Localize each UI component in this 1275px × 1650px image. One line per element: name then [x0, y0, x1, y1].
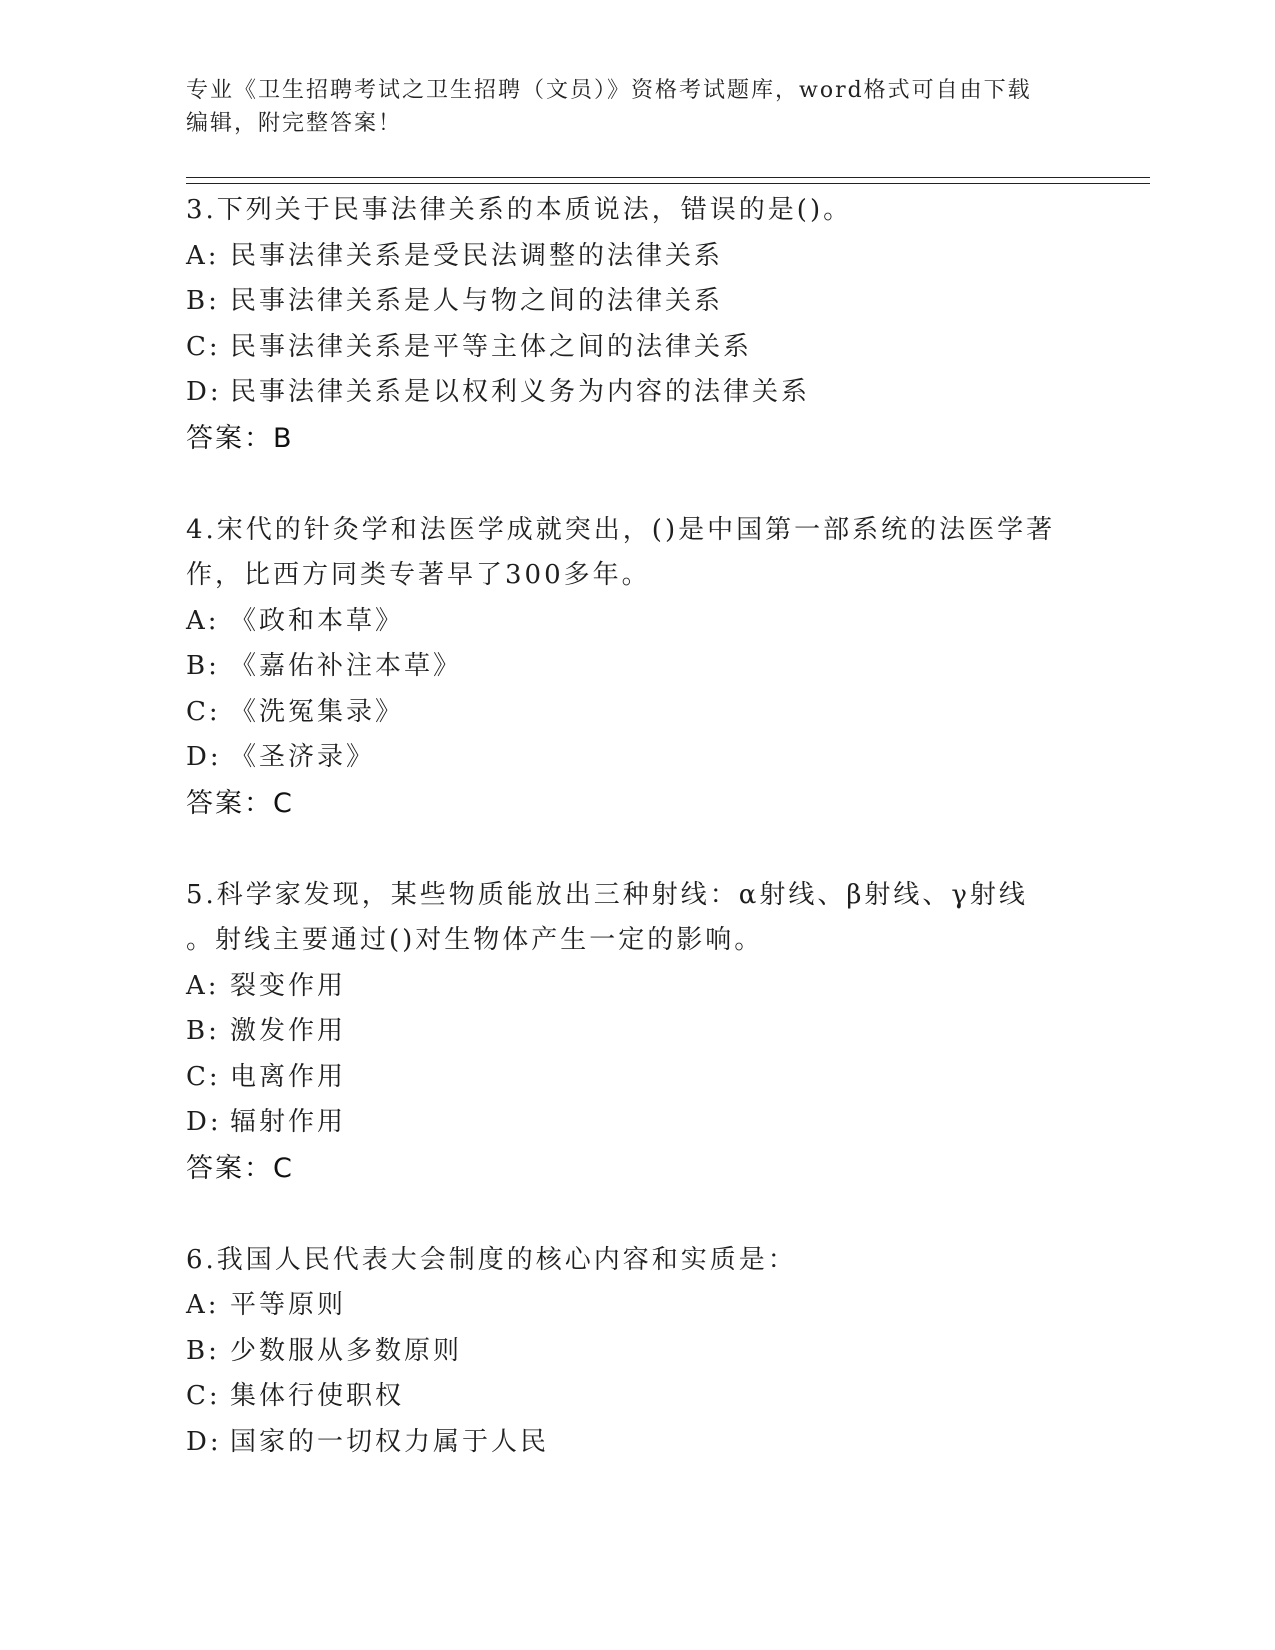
option-text: 国家的一切权力属于人民: [230, 1426, 550, 1457]
option-letter: C:: [186, 696, 221, 727]
question-stem-line: 3.下列关于民事法律关系的本质说法，错误的是()。: [186, 195, 853, 225]
option-row: [186, 690, 1086, 736]
option-text: 平等原则: [230, 1290, 347, 1320]
option-letter: B:: [186, 1335, 220, 1366]
option-letter: A:: [186, 1290, 220, 1320]
answer-line: 答案：C: [186, 787, 294, 819]
option-row: [186, 735, 1086, 781]
option-row: [186, 1055, 1086, 1101]
document-header: [186, 74, 1066, 140]
question-stem-line: 4.宋代的针灸学和法医学成就突出，()是中国第一部系统的法医学著: [186, 514, 1056, 545]
question-stem-line: 5.科学家发现，某些物质能放出三种射线：α射线、β射线、γ射线: [186, 879, 1028, 910]
option-text: 激发作用: [230, 1016, 347, 1046]
option-letter: D:: [186, 377, 222, 407]
option-text: 辐射作用: [230, 1107, 347, 1137]
option-row: [186, 325, 1086, 371]
option-row: [186, 1374, 1086, 1420]
option-text: 少数服从多数原则: [230, 1335, 463, 1366]
question-stem-line: 6.我国人民代表大会制度的核心内容和实质是：: [186, 1244, 797, 1275]
question-block: [186, 188, 1086, 462]
option-text: 民事法律关系是人与物之间的法律关系: [230, 286, 724, 316]
option-letter: D:: [186, 742, 222, 772]
option-letter: D:: [186, 1107, 222, 1137]
question-list: [186, 188, 1086, 1511]
option-letter: C:: [186, 1061, 221, 1092]
header-line-2: 编辑，附完整答案！: [186, 111, 403, 136]
option-row: [186, 964, 1086, 1010]
option-letter: B:: [186, 286, 220, 316]
option-row: [186, 1420, 1086, 1466]
option-row: [186, 1100, 1086, 1146]
option-text: 《嘉佑补注本草》: [230, 651, 463, 681]
answer-line: 答案：B: [186, 422, 294, 454]
question-block: [186, 873, 1086, 1192]
option-text: 民事法律关系是以权利义务为内容的法律关系: [230, 377, 811, 407]
option-letter: C:: [186, 331, 221, 362]
question-block: [186, 508, 1086, 827]
option-text: 民事法律关系是受民法调整的法律关系: [230, 240, 724, 271]
option-text: 电离作用: [230, 1061, 347, 1092]
option-row: [186, 279, 1086, 325]
question-stem-line: 作，比西方同类专著早了300多年。: [186, 560, 651, 590]
option-letter: A:: [186, 240, 220, 271]
question-block: [186, 1238, 1086, 1466]
header-line-1: 专业《卫生招聘考试之卫生招聘（文员）》资格考试题库，word格式可自由下载: [186, 78, 1032, 103]
option-letter: A:: [186, 970, 220, 1001]
option-row: [186, 370, 1086, 416]
option-row: [186, 644, 1086, 690]
option-text: 《政和本草》: [230, 605, 405, 636]
option-letter: D:: [186, 1426, 222, 1457]
option-row: [186, 1009, 1086, 1055]
option-text: 民事法律关系是平等主体之间的法律关系: [230, 331, 753, 362]
option-row: [186, 1329, 1086, 1375]
option-row: [186, 234, 1086, 280]
option-letter: A:: [186, 605, 220, 636]
answer-line: 答案：C: [186, 1152, 294, 1184]
option-letter: C:: [186, 1381, 221, 1411]
option-row: [186, 1283, 1086, 1329]
question-stem-line: 。射线主要通过()对生物体产生一定的影响。: [186, 925, 764, 955]
header-divider: [186, 177, 1150, 184]
option-letter: B:: [186, 651, 220, 681]
option-text: 《圣济录》: [230, 742, 376, 772]
option-text: 集体行使职权: [230, 1381, 405, 1411]
option-text: 裂变作用: [230, 970, 347, 1001]
option-row: [186, 599, 1086, 645]
option-text: 《洗冤集录》: [230, 696, 405, 727]
option-letter: B:: [186, 1016, 220, 1046]
